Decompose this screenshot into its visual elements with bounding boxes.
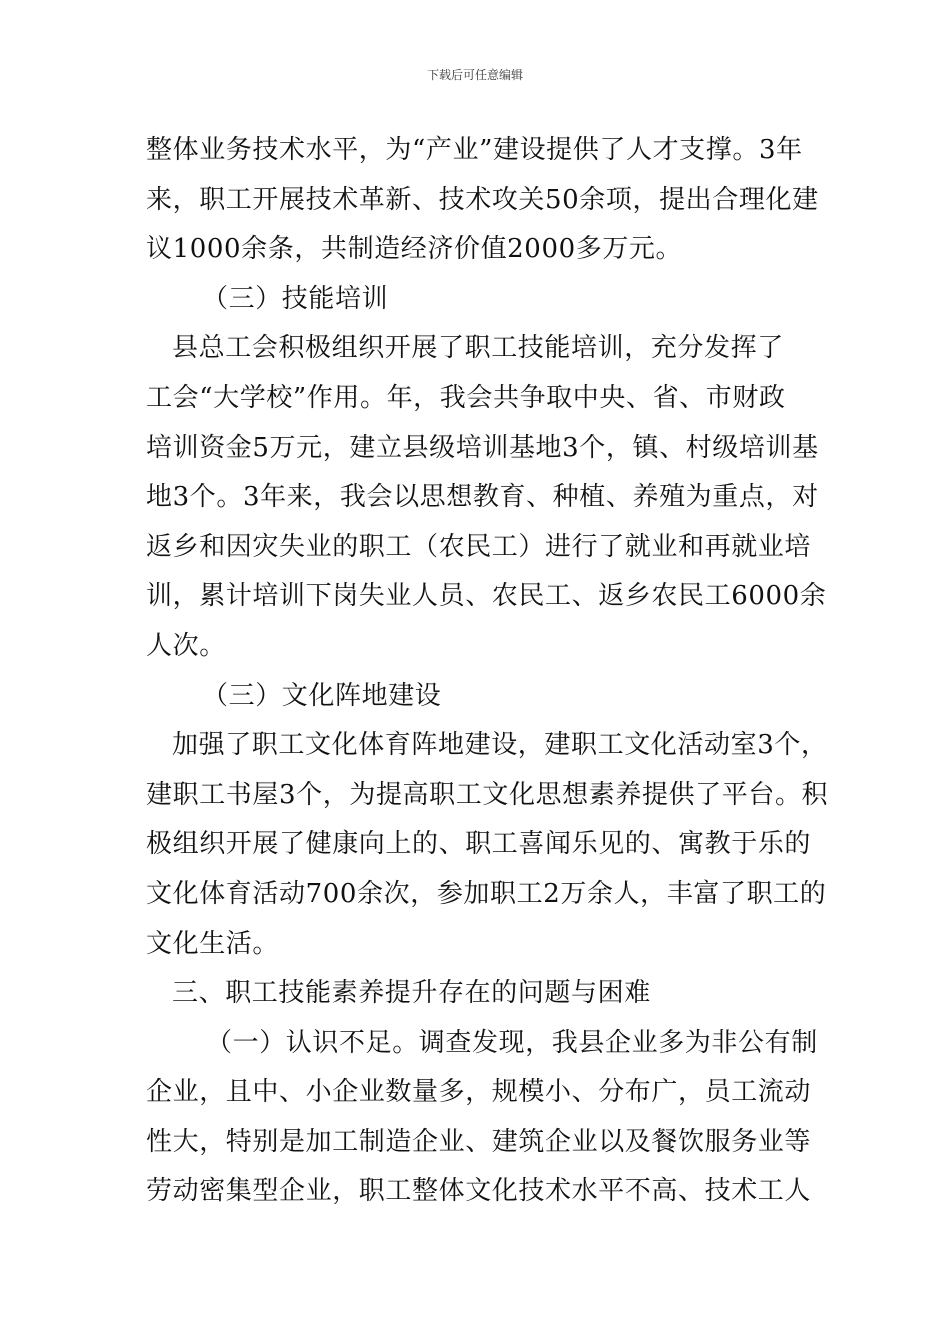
body-line: 企业，且中、小企业数量多，规模小、分布广，员工流动 <box>146 1077 812 1108</box>
document-body <box>146 126 829 1217</box>
body-line: 返乡和因灾失业的职工（农民工）进行了就业和再就业培 <box>146 531 812 562</box>
body-line: 来，职工开展技术革新、技术攻关50余项，提出合理化建 <box>146 184 819 215</box>
body-line: 整体业务技术水平，为“产业”建设提供了人才支撑。3年 <box>146 135 803 165</box>
body-line: 文化体育活动700余次，参加职工2万余人，丰富了职工的 <box>146 878 827 909</box>
section-heading-skill-training: （三）技能培训 <box>202 283 389 314</box>
body-line: 议1000余条，共制造经济价值2000多万元。 <box>146 234 683 265</box>
body-line: 性大，特别是加工制造企业、建筑企业以及餐饮服务业等 <box>146 1126 812 1157</box>
paragraph-start-line: 加强了职工文化体育阵地建设，建职工文化活动室3个， <box>172 730 828 761</box>
body-line: 文化生活。 <box>146 928 280 959</box>
body-line: 训，累计培训下岗失业人员、农民工、返乡农民工6000余 <box>146 581 827 612</box>
body-line: 劳动密集型企业，职工整体文化技术水平不高、技术工人 <box>146 1176 812 1207</box>
body-line: 地3个。3年来，我会以思想教育、种植、养殖为重点，对 <box>146 482 819 513</box>
page-header-note: 下载后可任意编辑 <box>426 68 523 82</box>
body-line: 培训资金5万元，建立县级培训基地3个，镇、村级培训基 <box>146 432 819 463</box>
body-line: 建职工书屋3个，为提高职工文化思想素养提供了平台。积 <box>146 779 829 810</box>
paragraph-start-line: （一）认识不足。调查发现，我县企业多为非公有制 <box>206 1027 818 1058</box>
section-heading-culture-base: （三）文化阵地建设 <box>202 680 442 711</box>
body-line: 工会“大学校”作用。年，我会共争取中央、省、市财政 <box>146 382 786 413</box>
section-heading-problems: 三、职工技能素养提升存在的问题与困难 <box>172 978 651 1009</box>
body-line: 极组织开展了健康向上的、职工喜闻乐见的、寓教于乐的 <box>146 829 812 860</box>
paragraph-start-line: 县总工会积极组织开展了职工技能培训，充分发挥了 <box>172 333 784 364</box>
body-line: 人次。 <box>146 630 226 661</box>
